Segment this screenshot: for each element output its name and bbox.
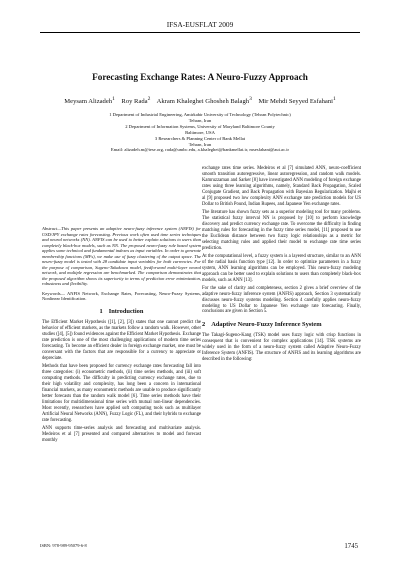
left-column <box>42 226 201 446</box>
body-paragraph: The literature has shown fuzzy sets as a superior modeling tool for many problems. The statistical fuzzy interval NN is proposed by [10] to perform knowledge discovery and predict currency exchange rate. To overcome the difficulty in finding matching rules for forecasting in the fuzzy time series model, [11] proposed to use the Euclidean distance between two fuzzy logic relationships as a metric for selecting matching rules and applied their model to exchange rate time series prediction. <box>202 209 361 251</box>
affiliation-line: 1 Department of Industrial Engineering, Amirkabir University of Technology (Tehran Polytechnic) <box>109 112 291 117</box>
body-paragraph: The Takagi-Sugeno-Kang (TSK) model uses fuzzy logic with crisp functions in consequent that is convenient for complex applications [14]. TSK systems are widely used in the form of a neuro-fuzzy system called Adaptive Neuro-Fuzzy Inference System (ANFIS). The structure of ANFIS and its learning algorithms are described in the following: <box>202 333 361 363</box>
body-paragraph: The Efficient Market Hypothesis ([1], [2], [3]) states that one cannot predict the behavior of efficient markets, as the markets follow a random walk. However, other studies ([4], [5]) found evidences against the Efficient Market Hypothesis. Exchange rate prediction is one of the most challenging applications of modern time series forecasting. To become an efficient dealer in foreign exchange market, one must be conversant with the factors that are responsible for a currency to appreciate or depreciate. <box>42 320 201 362</box>
conference-header: IFSA-EUSFLAT 2009 <box>166 20 234 29</box>
affiliation-line: 2 Department of Information Systems, University of Maryland Baltimore County <box>125 123 275 129</box>
affiliation-line: Tehran, Iran <box>188 117 212 123</box>
abstract: Abstract—This paper presents an adaptive neuro-fuzzy inference system (ANFIS) for USD/JPY exchange rates forecasting. Previous work often used time series techniques and neural networks (NN). ANFIS can be used to better explain solutions to users than completely black-box models, such as NN. The proposed neuro-fuzzy rule based system applies some technical and fundamental indexes as input variables. In order to generate membership functions (MFs), we make use of fuzzy clustering of the output space. The neuro-fuzzy model is tested with 28 candidate input variables for both currencies. For the purpose of comparison, Sugeno-Takakawa model, feedforward multi-layer neural network, and multiple regression are benchmarked. The comparison demonstrates that the proposed algorithm shows its superiority in terms of prediction error minimization, robustness and flexibility. <box>42 226 201 286</box>
affiliation-line: Baltimore, USA <box>185 129 215 135</box>
section-number: 2 <box>202 321 206 329</box>
right-column <box>202 166 361 365</box>
author-affiliation-mark: 1 <box>112 96 115 102</box>
affiliation-line: 3 Researchers & Planning Center of Bank Mellat <box>154 135 246 141</box>
author-name: Mir Mehdi Seyyed Esfahani <box>258 98 333 106</box>
author-name: Meysam Alizadeh <box>64 98 113 106</box>
author-name: Roy Rada <box>121 98 148 106</box>
body-paragraph: At the computational level, a fuzzy system is a layered structure, similar to an ANN of the radial basis function type [12]. In order to optimize parameters in a fuzzy system, ANN learning algorithms can be employed. This neuro-fuzzy modeling approach can be better used to explain solutions to users than completely black-box models, such as ANN [13]. <box>202 253 361 283</box>
author-affiliation-mark: 3 <box>249 96 252 102</box>
email-line: Email: alizadeh.m@iese.org, rada@umbc.edu, a.khaleghei@bankmellat.ir, msesfahani@aut.ac.ir <box>110 147 290 153</box>
author-list <box>0 96 400 105</box>
isbn-footer: ISBN: 978-989-95079-6-8 <box>40 543 87 548</box>
author-affiliation-mark: 2 <box>147 96 151 102</box>
author-name: Akram Khaleghei Ghosheh Balagh <box>156 98 250 106</box>
page-number: 1745 <box>344 543 358 550</box>
section-heading-introduction <box>42 309 201 315</box>
body-paragraph: For the sake of clarity and completeness, section 2 gives a brief overview of the adaptive neuro-fuzzy inference system (ANFIS) approach, Section 3 systematically discusses neuro-fuzzy systems modeling. Section 4 carefully applies neuro-fuzzy modeling to US Dollar to Japanese Yen exchange rate forecasting. Finally, conclusions are given in Section 5. <box>202 285 361 315</box>
section-title: Introduction <box>108 308 144 316</box>
body-paragraph: exchange rates time series. Medeiros et al [7] simulated ANN, neuro-coefficient smooth transition autoregressive, linear autoregression, and random walk models. Kamruzzaman and Sarker [8] have investigated ANN modeling of foreign exchange rates using three learning algorithms, namely, Standard Back Propagation, Scaled Conjugate Gradient, and Back Propagation with Bayesian Regularization. Majhi et al [9] proposed two low complexity ANN exchange rate prediction models for US Dollar to British Pound, Indian Rupees, and Japanese Yen exchange rates. <box>202 166 361 207</box>
section-number: 1 <box>99 308 103 316</box>
body-paragraph: Methods that have been proposed for currency exchange rates forecasting fall into three categories: (i) econometric methods, (ii) time series methods, and (iii) soft computing methods. The difficulty in predicting currency exchange rates, due to their high volatility and complexity, has long been a concern in international financial markets, as many econometric methods are unable to produce significantly better forecasts than the random walk model [6]. Time series methods have their limitations for multidimensional time series with mutual non-linear dependencies. Most recently, researchers have applied soft computing tools such as multilayer Artificial Neural Networks (ANN), Fuzzy Logic (FL), and their hybrids to exchange rate forecasting. <box>42 364 201 423</box>
paper-title: Forecasting Exchange Rates: A Neuro-Fuzzy Approach <box>92 72 308 82</box>
author-affiliation-mark: 1 <box>332 96 336 102</box>
body-paragraph: ANN supports time-series analysis and forecasting and multivariate analysis. Medeiros et al [7] presented and compared alternatives to model and forecast monthly <box>42 425 201 443</box>
affiliations <box>0 112 400 153</box>
section-heading-anfis <box>202 322 361 328</box>
affiliation-line: Tehran, Iran <box>188 141 212 147</box>
section-title: Adaptive Neuro-Fuzzy Inference System <box>211 321 322 329</box>
header-rule <box>40 32 360 33</box>
keywords: Keywords— ANFIS Network, Exchange Rates, Forecasting, Neuro-Fuzzy Systems, Nonlinear Identification. <box>42 290 201 302</box>
